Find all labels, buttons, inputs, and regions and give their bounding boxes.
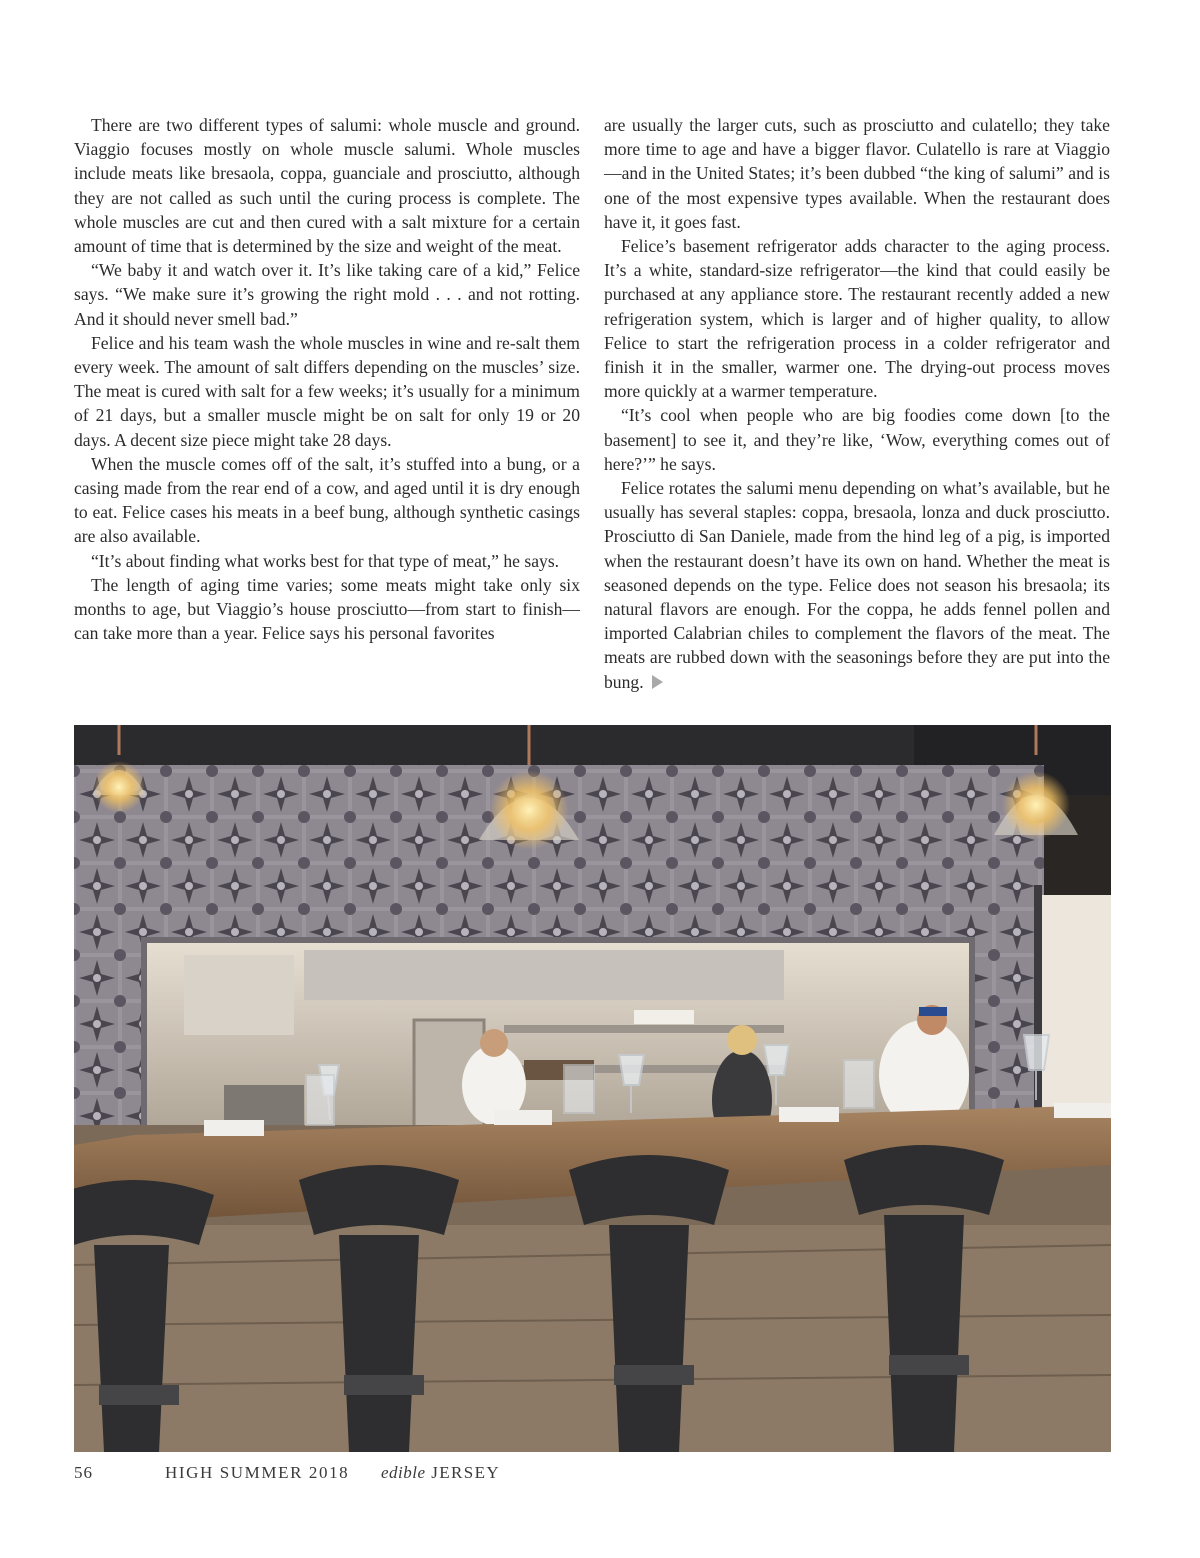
- paragraph: “It’s cool when people who are big foodies come down [to the basement] to see it, and they’re like, ‘Wow, everything comes out of here?’” he says.: [604, 405, 1110, 474]
- page-number: 56: [74, 1463, 93, 1482]
- paragraph: There are two different types of salumi: whole muscle and ground. Viaggio focuses mostly on whole muscle salumi. Whole muscles include meats like bresaola, coppa, guanciale and prosciutto, although they are not called as such until the curing process is complete. The whole muscles are cut and then cured with a salt mixture for a certain amount of time that is determined by the size and weight of the meat.: [74, 115, 580, 257]
- paragraph: The length of aging time varies; some meats might take only six months to age, but Viaggio’s house prosciutto—from start to finish—can take more than a year. Felice says his personal favorites: [74, 574, 580, 644]
- triangle-right-icon: [652, 675, 663, 689]
- magazine-brand: [381, 1463, 500, 1483]
- brand-italic: edible: [381, 1463, 426, 1482]
- left-column: [74, 113, 580, 693]
- paragraph: Felice and his team wash the whole muscles in wine and re-salt them every week. The amount of salt differs depending on the muscles’ size. The meat is cured with salt for a few weeks; it’s usually for a minimum of 21 days, but a smaller muscle might be on salt for only 19 or 20 days. A decent size piece might take 28 days.: [74, 332, 580, 450]
- paragraph: are usually the larger cuts, such as prosciutto and culatello; they take more time to age and have a bigger flavor. Culatello is rare at Viaggio—and in the United States; it’s been dubbed “the king of salumi” and is one of the most expensive types available. When the restaurant does have it, it goes fast.: [604, 115, 1110, 232]
- paragraph: When the muscle comes off of the salt, it’s stuffed into a bung, or a casing made from the rear end of a cow, and aged until it is dry enough to eat. Felice cases his meats in a beef bung, although synthetic casings are also available.: [74, 453, 580, 547]
- restaurant-photo: [74, 725, 1111, 1452]
- paragraph: “We baby it and watch over it. It’s like taking care of a kid,” Felice says. “We make sure it’s growing the right mold . . . and not rotting. And it should never smell bad.”: [74, 260, 580, 329]
- photo-illustration: [74, 725, 1111, 1452]
- article-body: [74, 113, 1110, 693]
- paragraph-text: Felice rotates the salumi menu depending on what’s available, but he usually has several staples: coppa, bresaola, lonza and duck prosciutto. Prosciutto di San Daniele, made from the hind leg of a pig, is imported when the restaurant doesn’t have its own on hand. Whether the meat is seasoned depends on the type. Felice does not season his bresaola; its natural flavors are enough. For the coppa, he adds fennel pollen and imported Calabrian chiles to complement the flavors of the meat. The meats are rubbed down with the seasonings before they are put into the bung.: [604, 478, 1110, 692]
- paragraph: “It’s about finding what works best for that type of meat,” he says.: [91, 550, 560, 571]
- paragraph: Felice’s basement refrigerator adds character to the aging process. It’s a white, standard-size refrigerator—the kind that could easily be purchased at any appliance store. The restaurant recently added a new refrigeration system, which is larger and of higher quality, to allow Felice to start the refrigeration process in a colder refrigerator and finish it in the smaller, warmer one. The drying-out process moves more quickly at a warmer temperature.: [604, 236, 1110, 402]
- brand-name: JERSEY: [431, 1463, 501, 1482]
- paragraph: [604, 476, 1110, 694]
- issue-label: HIGH SUMMER 2018: [165, 1463, 350, 1482]
- right-column: [604, 113, 1110, 693]
